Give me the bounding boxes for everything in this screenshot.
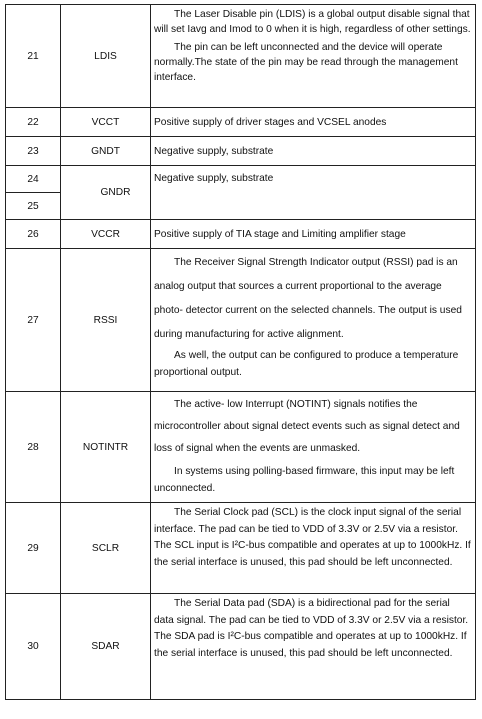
pin-description — [151, 166, 476, 220]
description-paragraph: The Receiver Signal Strength Indicator output (RSSI) pad is an analog output that sources a current proportional to the average photo- detector current on the selected channels. The output is used during manufacturing for active alignment. — [154, 257, 462, 340]
table-row-29 — [6, 503, 476, 594]
table-row-24-25 — [6, 166, 476, 220]
description-paragraph: Positive supply of driver stages and VCSEL anodes — [154, 116, 387, 128]
description-paragraph: In systems using polling-based firmware, this input may be left unconnected. — [154, 466, 455, 494]
description-paragraph: As well, the output can be configured to produce a temperature proportional output. — [154, 350, 459, 378]
pin-description — [151, 249, 476, 392]
pin-description — [151, 594, 476, 700]
table-row-28 — [6, 392, 476, 503]
pin-name: VCCT — [61, 108, 151, 137]
pin-description — [151, 108, 476, 137]
pin-name: LDIS — [61, 5, 151, 108]
description-paragraph: The pin can be left unconnected and the device will operate normally.The state of the pin may be read through the management interface. — [154, 42, 458, 83]
description-paragraph: Negative supply, substrate — [154, 173, 274, 184]
table-row-23 — [6, 137, 476, 166]
pin-name: NOTINTR — [61, 392, 151, 503]
description-paragraph: The Laser Disable pin (LDIS) is a global output disable signal that will set Iavg and Imod to 0 when it is high, regardless of other settings. — [154, 9, 471, 35]
pin-name: RSSI — [61, 249, 151, 392]
pin-number: 27 — [6, 249, 61, 392]
pin-number: 26 — [6, 220, 61, 249]
pin-name: GNDR — [61, 166, 151, 220]
pin-number: 29 — [6, 503, 61, 594]
table-row-21 — [6, 5, 476, 108]
pin-number: 30 — [6, 594, 61, 700]
description-paragraph: Positive supply of TIA stage and Limiting amplifier stage — [154, 228, 406, 240]
description-paragraph: The Serial Clock pad (SCL) is the clock input signal of the serial interface. The pad can be tied to VDD of 3.3V or 2.5V via a resistor. The SCL input is I²C-bus compatible and operates at up to 1000kHz. If the serial interface is unused, this pad should be left unconnected. — [154, 507, 471, 568]
table-row-27 — [6, 249, 476, 392]
pin-number: 25 — [27, 200, 39, 212]
pin-name: SDAR — [61, 594, 151, 700]
pin-number: 24 — [6, 166, 60, 193]
pin-description — [151, 392, 476, 503]
pin-description — [151, 503, 476, 594]
description-paragraph: The active- low Interrupt (NOTINT) signals notifies the microcontroller about signal detect events such as signal detect and loss of signal when the events are unmasked. — [154, 399, 460, 454]
table-row-26 — [6, 220, 476, 249]
pin-name: VCCR — [61, 220, 151, 249]
pin-description — [151, 5, 476, 108]
pin-description-table — [5, 4, 476, 700]
pin-number: 22 — [6, 108, 61, 137]
pin-number-pair — [6, 166, 61, 220]
pin-number: 23 — [6, 137, 61, 166]
pin-description — [151, 137, 476, 166]
table-row-30 — [6, 594, 476, 700]
description-paragraph: Negative supply, substrate — [154, 145, 274, 157]
pin-number: 28 — [6, 392, 61, 503]
pin-number: 21 — [6, 5, 61, 108]
pin-name: SCLR — [61, 503, 151, 594]
pin-name: GNDT — [61, 137, 151, 166]
description-paragraph: The Serial Data pad (SDA) is a bidirectional pad for the serial data signal. The pad can be tied to VDD of 3.3V or 2.5V via a resistor. The SDA pad is I²C-bus compatible and operates at up to 1000kHz. If the serial interface is unused, this pad should be left unconnected. — [154, 598, 469, 659]
table-row-22 — [6, 108, 476, 137]
pin-description — [151, 220, 476, 249]
